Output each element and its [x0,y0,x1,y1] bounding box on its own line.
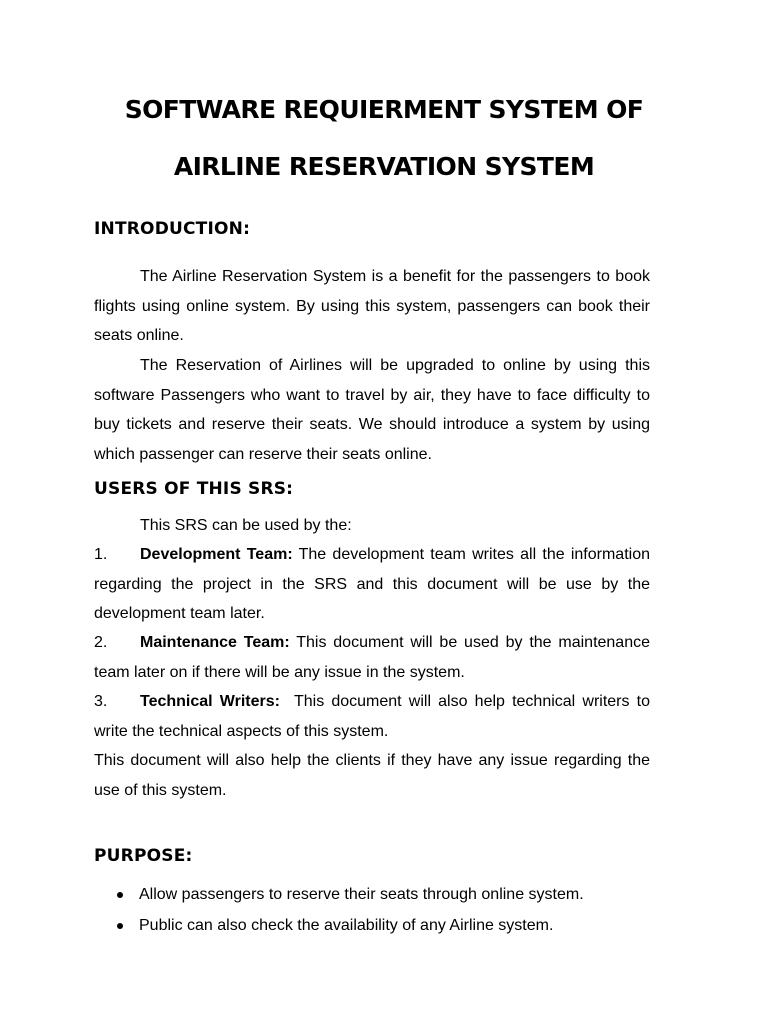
user-item-development-team [94,540,650,629]
purpose-bullet-text: Public can also check the availability of any Airline system. [139,917,554,934]
purpose-bullet-text: Allow passengers to reserve their seats through online system. [139,886,584,903]
list-item [94,885,650,916]
users-intro: This SRS can be used by the: [140,517,352,534]
user-term: Development Team: [140,546,293,563]
document-title-line-1: SOFTWARE REQUIERMENT SYSTEM OF [124,95,644,124]
list-item [94,916,650,947]
document-title-line-2: AIRLINE RESERVATION SYSTEM [173,152,595,181]
list-number: 3. [94,693,108,710]
user-item-technical-writers [94,687,655,746]
users-closing-paragraph: This document will also help the clients if they have any issue regarding the use of this system. [94,752,650,799]
purpose-bullet-list [94,885,650,947]
bullet-icon [117,923,123,929]
user-description: This document will be used by the maintenance team later on if there will be any issue in the system. [94,634,651,681]
user-description: This document will also help technical writers to write the technical aspects of this system. [94,693,655,740]
introduction-paragraph-2: The Reservation of Airlines will be upgraded to online by using this software Passengers who want to travel by air, they have to face difficulty to buy tickets and reserve their seats. We should introduce a system by using which passenger can reserve their seats online. [94,357,650,463]
user-term: Maintenance Team: [140,634,290,651]
user-item-maintenance-team [94,628,650,687]
introduction-paragraph-1: The Airline Reservation System is a benefit for the passengers to book flights using online system. By using this system, passengers can book their seats online. [94,268,650,344]
bullet-icon [117,892,123,898]
list-number: 1. [94,546,108,563]
list-number: 2. [94,634,108,651]
purpose-heading: PURPOSE: [94,846,193,866]
introduction-heading: INTRODUCTION: [94,219,251,239]
user-term: Technical Writers: [140,693,280,710]
users-heading: USERS OF THIS SRS: [94,479,294,499]
user-description: The development team writes all the information regarding the project in the SRS and this document will be use by the development team later. [94,546,650,622]
